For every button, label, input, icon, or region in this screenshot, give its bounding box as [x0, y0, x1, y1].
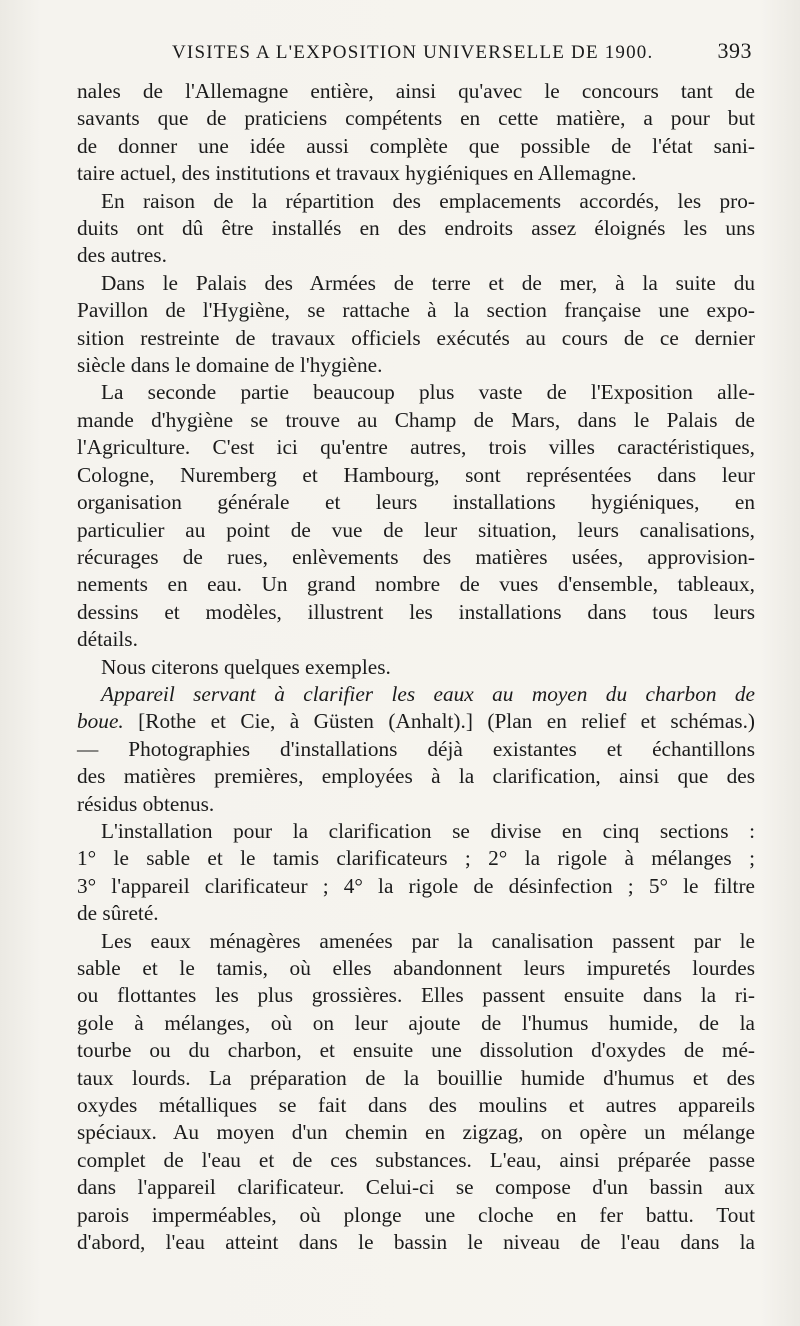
text-line: [77, 982, 755, 1009]
text-line: [77, 242, 755, 269]
line-text: 1° le sable et le tamis clarificateurs ; 2° la rigole à mélanges ;: [77, 846, 755, 871]
line-text: résidus obtenus.: [77, 791, 215, 816]
running-title: VISITES A L'EXPOSITION UNIVERSELLE DE 1900.: [172, 42, 654, 63]
text-line: [77, 1037, 755, 1064]
line-text: dessins et modèles, illustrent les installations dans tous leurs: [77, 599, 755, 624]
line-text: des matières premières, employées à la clarification, ainsi que des: [77, 764, 755, 789]
line-text: taux lourds. La préparation de la bouillie humide d'humus et des: [77, 1065, 755, 1090]
text-line: [77, 955, 755, 982]
page-header: [172, 38, 752, 72]
text-line: [77, 462, 755, 489]
text-line: [77, 1174, 755, 1201]
text-line: [77, 681, 755, 708]
line-text: ou flottantes les plus grossières. Elles passent ensuite dans la ri-: [77, 983, 755, 1008]
line-text: détails.: [77, 627, 138, 652]
text-line: [77, 544, 755, 571]
text-line: [77, 626, 755, 653]
line-text: organisation générale et leurs installations hygiéniques, en: [77, 490, 755, 515]
italic-title: boue.: [77, 709, 124, 734]
line-text: Les eaux ménagères amenées par la canalisation passent par le: [101, 928, 755, 953]
italic-title: Appareil servant à clarifier les eaux au moyen du charbon de: [101, 681, 755, 706]
text-line: [77, 352, 755, 379]
line-text: En raison de la répartition des emplacements accordés, les pro-: [101, 188, 755, 213]
body-text: [77, 78, 755, 1256]
line-text: oxydes métalliques se fait dans des moulins et autres appareils: [77, 1093, 755, 1118]
line-text: d'abord, l'eau atteint dans le bassin le niveau de l'eau dans la: [77, 1230, 755, 1255]
text-line: [77, 297, 755, 324]
line-text: nements en eau. Un grand nombre de vues d'ensemble, tableaux,: [77, 572, 755, 597]
text-line: [77, 160, 755, 187]
text-line: [77, 708, 755, 735]
line-text: l'Agriculture. C'est ici qu'entre autres, trois villes caractéristiques,: [77, 435, 755, 460]
line-text: gole à mélanges, où on leur ajoute de l'humus humide, de la: [77, 1010, 755, 1035]
text-line: [77, 133, 755, 160]
text-line: [77, 407, 755, 434]
text-line: [77, 489, 755, 516]
line-text: duits ont dû être installés en des endroits assez éloignés les uns: [77, 216, 755, 241]
line-text: nales de l'Allemagne entière, ainsi qu'avec le concours tant de: [77, 79, 755, 103]
line-text: sable et le tamis, où elles abandonnent leurs impuretés lourdes: [77, 956, 755, 980]
text-line: [77, 1092, 755, 1119]
text-line: [77, 599, 755, 626]
line-text: Dans le Palais des Armées de terre et de mer, à la suite du: [101, 270, 755, 295]
line-text: complet de l'eau et de ces substances. L'eau, ainsi préparée passe: [77, 1147, 755, 1172]
line-text: de sûreté.: [77, 901, 159, 926]
line-text: parois imperméables, où plonge une cloche en fer battu. Tout: [77, 1202, 755, 1227]
text-line: [77, 434, 755, 461]
text-line: [77, 873, 755, 900]
line-text: taire actuel, des institutions et travaux hygiéniques en Allemagne.: [77, 161, 637, 186]
line-text: spéciaux. Au moyen d'un chemin en zigzag, on opère un mélange: [77, 1120, 755, 1145]
text-line: [77, 1065, 755, 1092]
line-text: tourbe ou du charbon, et ensuite une dissolution d'oxydes de mé-: [77, 1038, 755, 1063]
text-line: [77, 188, 755, 215]
line-text: sition restreinte de travaux officiels exécutés au cours de ce dernier: [77, 325, 755, 350]
line-text: La seconde partie beaucoup plus vaste de l'Exposition alle-: [101, 380, 755, 405]
line-text: L'installation pour la clarification se divise en cinq sections :: [101, 818, 755, 843]
line-text: mande d'hygiène se trouve au Champ de Mars, dans le Palais de: [77, 407, 755, 432]
line-text: [Rothe et Cie, à Güsten (Anhalt).] (Plan en relief et schémas.): [123, 709, 755, 734]
text-line: [77, 379, 755, 406]
line-text: particulier au point de vue de leur situation, leurs canalisations,: [77, 517, 755, 542]
text-line: [77, 1202, 755, 1229]
text-line: [77, 1147, 755, 1174]
text-line: [77, 845, 755, 872]
text-line: [77, 215, 755, 242]
line-text: siècle dans le domaine de l'hygiène.: [77, 353, 383, 378]
text-line: [77, 1010, 755, 1037]
text-line: [77, 791, 755, 818]
text-line: [77, 517, 755, 544]
line-text: dans l'appareil clarificateur. Celui-ci se compose d'un bassin aux: [77, 1175, 755, 1200]
text-line: [77, 325, 755, 352]
line-text: des autres.: [77, 243, 167, 268]
line-text: de donner une idée aussi complète que possible de l'état sani-: [77, 133, 755, 158]
text-line: [77, 654, 755, 681]
text-line: [77, 763, 755, 790]
line-text: 3° l'appareil clarificateur ; 4° la rigole de désinfection ; 5° le filtre: [77, 873, 755, 898]
text-line: [77, 736, 755, 763]
line-text: Cologne, Nuremberg et Hambourg, sont représentées dans leur: [77, 462, 755, 487]
text-line: [77, 900, 755, 927]
text-line: [77, 78, 755, 105]
text-line: [77, 928, 755, 955]
text-line: [77, 1119, 755, 1146]
line-text: savants que de praticiens compétents en cette matière, a pour but: [77, 106, 755, 131]
text-line: [77, 1229, 755, 1256]
line-text: Pavillon de l'Hygiène, se rattache à la section française une expo-: [77, 298, 755, 323]
text-line: [77, 270, 755, 297]
line-text: — Photographies d'installations déjà existantes et échantillons: [77, 736, 755, 761]
page-number: 393: [717, 38, 752, 63]
text-line: [77, 571, 755, 598]
text-line: [77, 818, 755, 845]
line-text: récurages de rues, enlèvements des matières usées, approvision-: [77, 544, 755, 569]
line-text: Nous citerons quelques exemples.: [101, 654, 391, 679]
text-line: [77, 105, 755, 132]
